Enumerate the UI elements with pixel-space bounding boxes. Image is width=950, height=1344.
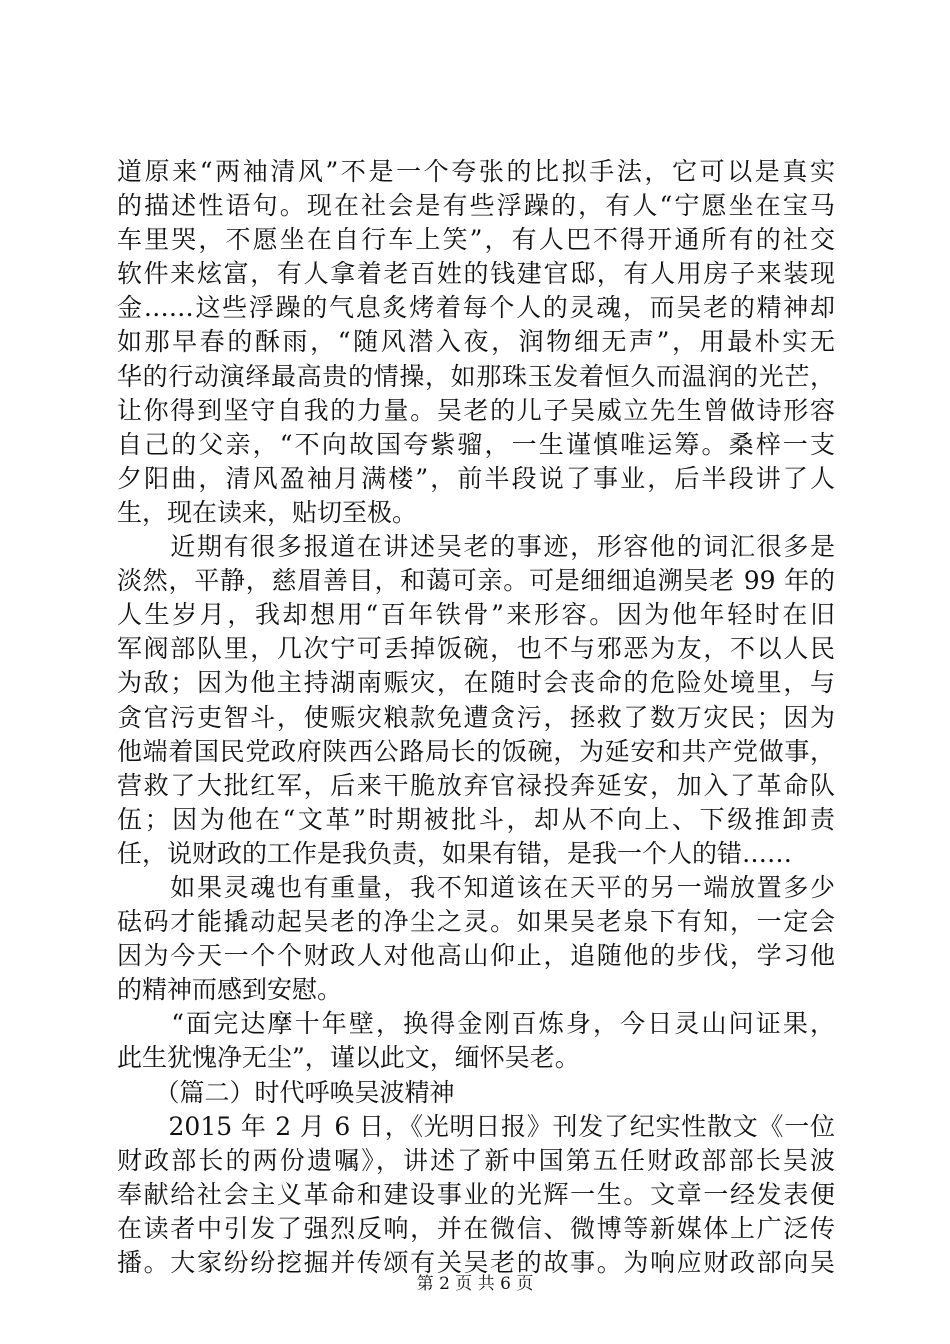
text-line: 2015 年 2 月 6 日，《光明日报》刊发了纪实性散文《一位 xyxy=(117,1111,835,1141)
text-line: 生，现在读来，贴切至极。 xyxy=(117,497,418,527)
text-line: 此生犹愧净无尘”，谨以此文，缅怀吴老。 xyxy=(117,1043,580,1073)
text-line: 如果灵魂也有重量，我不知道该在天平的另一端放置多少 xyxy=(117,872,835,902)
text-line: 淡然，平静，慈眉善目，和蔼可亲。可是细细追溯吴老 99 年的 xyxy=(117,566,835,596)
text-line: 的精神而感到安慰。 xyxy=(117,975,343,1005)
text-line: 财政部长的两份遗嘱》，讲述了新中国第五任财政部部长吴波 xyxy=(117,1145,835,1175)
text-line: 为敌；因为他主持湖南赈灾，在随时会丧命的危险处境里，与 xyxy=(117,668,835,698)
text-line: 奉献给社会主义革命和建设事业的光辉一生。文章一经发表便 xyxy=(117,1179,835,1209)
text-line: 道原来“两袖清风”不是一个夸张的比拟手法，它可以是真实 xyxy=(117,157,835,186)
text-line: 的描述性语句。现在社会是有些浮躁的，有人“宁愿坐在宝马 xyxy=(117,191,835,221)
text-line: 金……这些浮躁的气息炙烤着每个人的灵魂，而吴老的精神却 xyxy=(117,293,835,323)
text-line: 车里哭，不愿坐在自行车上笑”，有人巴不得开通所有的社交 xyxy=(117,225,835,255)
text-line: 伍；因为他在“文革”时期被批斗，却从不向上、下级推卸责 xyxy=(117,804,835,834)
text-line: 军阀部队里，几次宁可丢掉饭碗，也不与邪恶为友，不以人民 xyxy=(117,634,835,664)
text-line: 在读者中引发了强烈反响，并在微信、微博等新媒体上广泛传 xyxy=(117,1213,835,1243)
text-line: （篇二）时代呼唤吴波精神 xyxy=(117,1077,455,1107)
document-body xyxy=(117,155,835,1280)
text-line: 软件来炫富，有人拿着老百姓的钱建官邸，有人用房子来装现 xyxy=(117,259,835,289)
text-line: 夕阳曲，清风盈袖月满楼”，前半段说了事业，后半段讲了人 xyxy=(117,463,835,493)
text-line: 如那早春的酥雨，“随风潜入夜，润物细无声”，用最朴实无 xyxy=(117,327,835,357)
text-line: 砝码才能撬动起吴老的净尘之灵。如果吴老泉下有知，一定会 xyxy=(117,907,835,937)
text-line: 播。大家纷纷挖掘并传颂有关吴老的故事。为响应财政部向吴 xyxy=(117,1248,835,1277)
text-line: 贪官污吏智斗，使赈灾粮款免遭贪污，拯救了数万灾民；因为 xyxy=(117,702,835,732)
text-line: 自己的父亲，“不向故国夸紫骝，一生谨慎唯运筹。桑梓一支 xyxy=(117,429,835,459)
page-footer xyxy=(0,1274,950,1294)
text-line: 让你得到坚守自我的力量。吴老的儿子吴威立先生曾做诗形容 xyxy=(117,395,835,425)
text-line: 营救了大批红军，后来干脆放弃官禄投奔延安，加入了革命队 xyxy=(117,770,835,800)
text-line: “面完达摩十年壁，换得金刚百炼身，今日灵山问证果， xyxy=(117,1009,835,1039)
text-line: 任，说财政的工作是我负责，如果有错，是我一个人的错…… xyxy=(117,838,793,868)
text-line: 近期有很多报道在讲述吴老的事迹，形容他的词汇很多是 xyxy=(117,532,835,562)
text-line: 华的行动演绎最高贵的情操，如那珠玉发着恒久而温润的光芒， xyxy=(117,361,835,391)
page-number: 第 2 页 共 6 页 xyxy=(416,1274,534,1294)
text-line: 因为今天一个个财政人对他高山仰止，追随他的步伐，学习他 xyxy=(117,941,835,971)
text-line: 人生岁月，我却想用“百年铁骨”来形容。因为他年轻时在旧 xyxy=(117,600,835,630)
text-line: 他端着国民党政府陕西公路局长的饭碗，为延安和共产党做事， xyxy=(117,736,835,766)
